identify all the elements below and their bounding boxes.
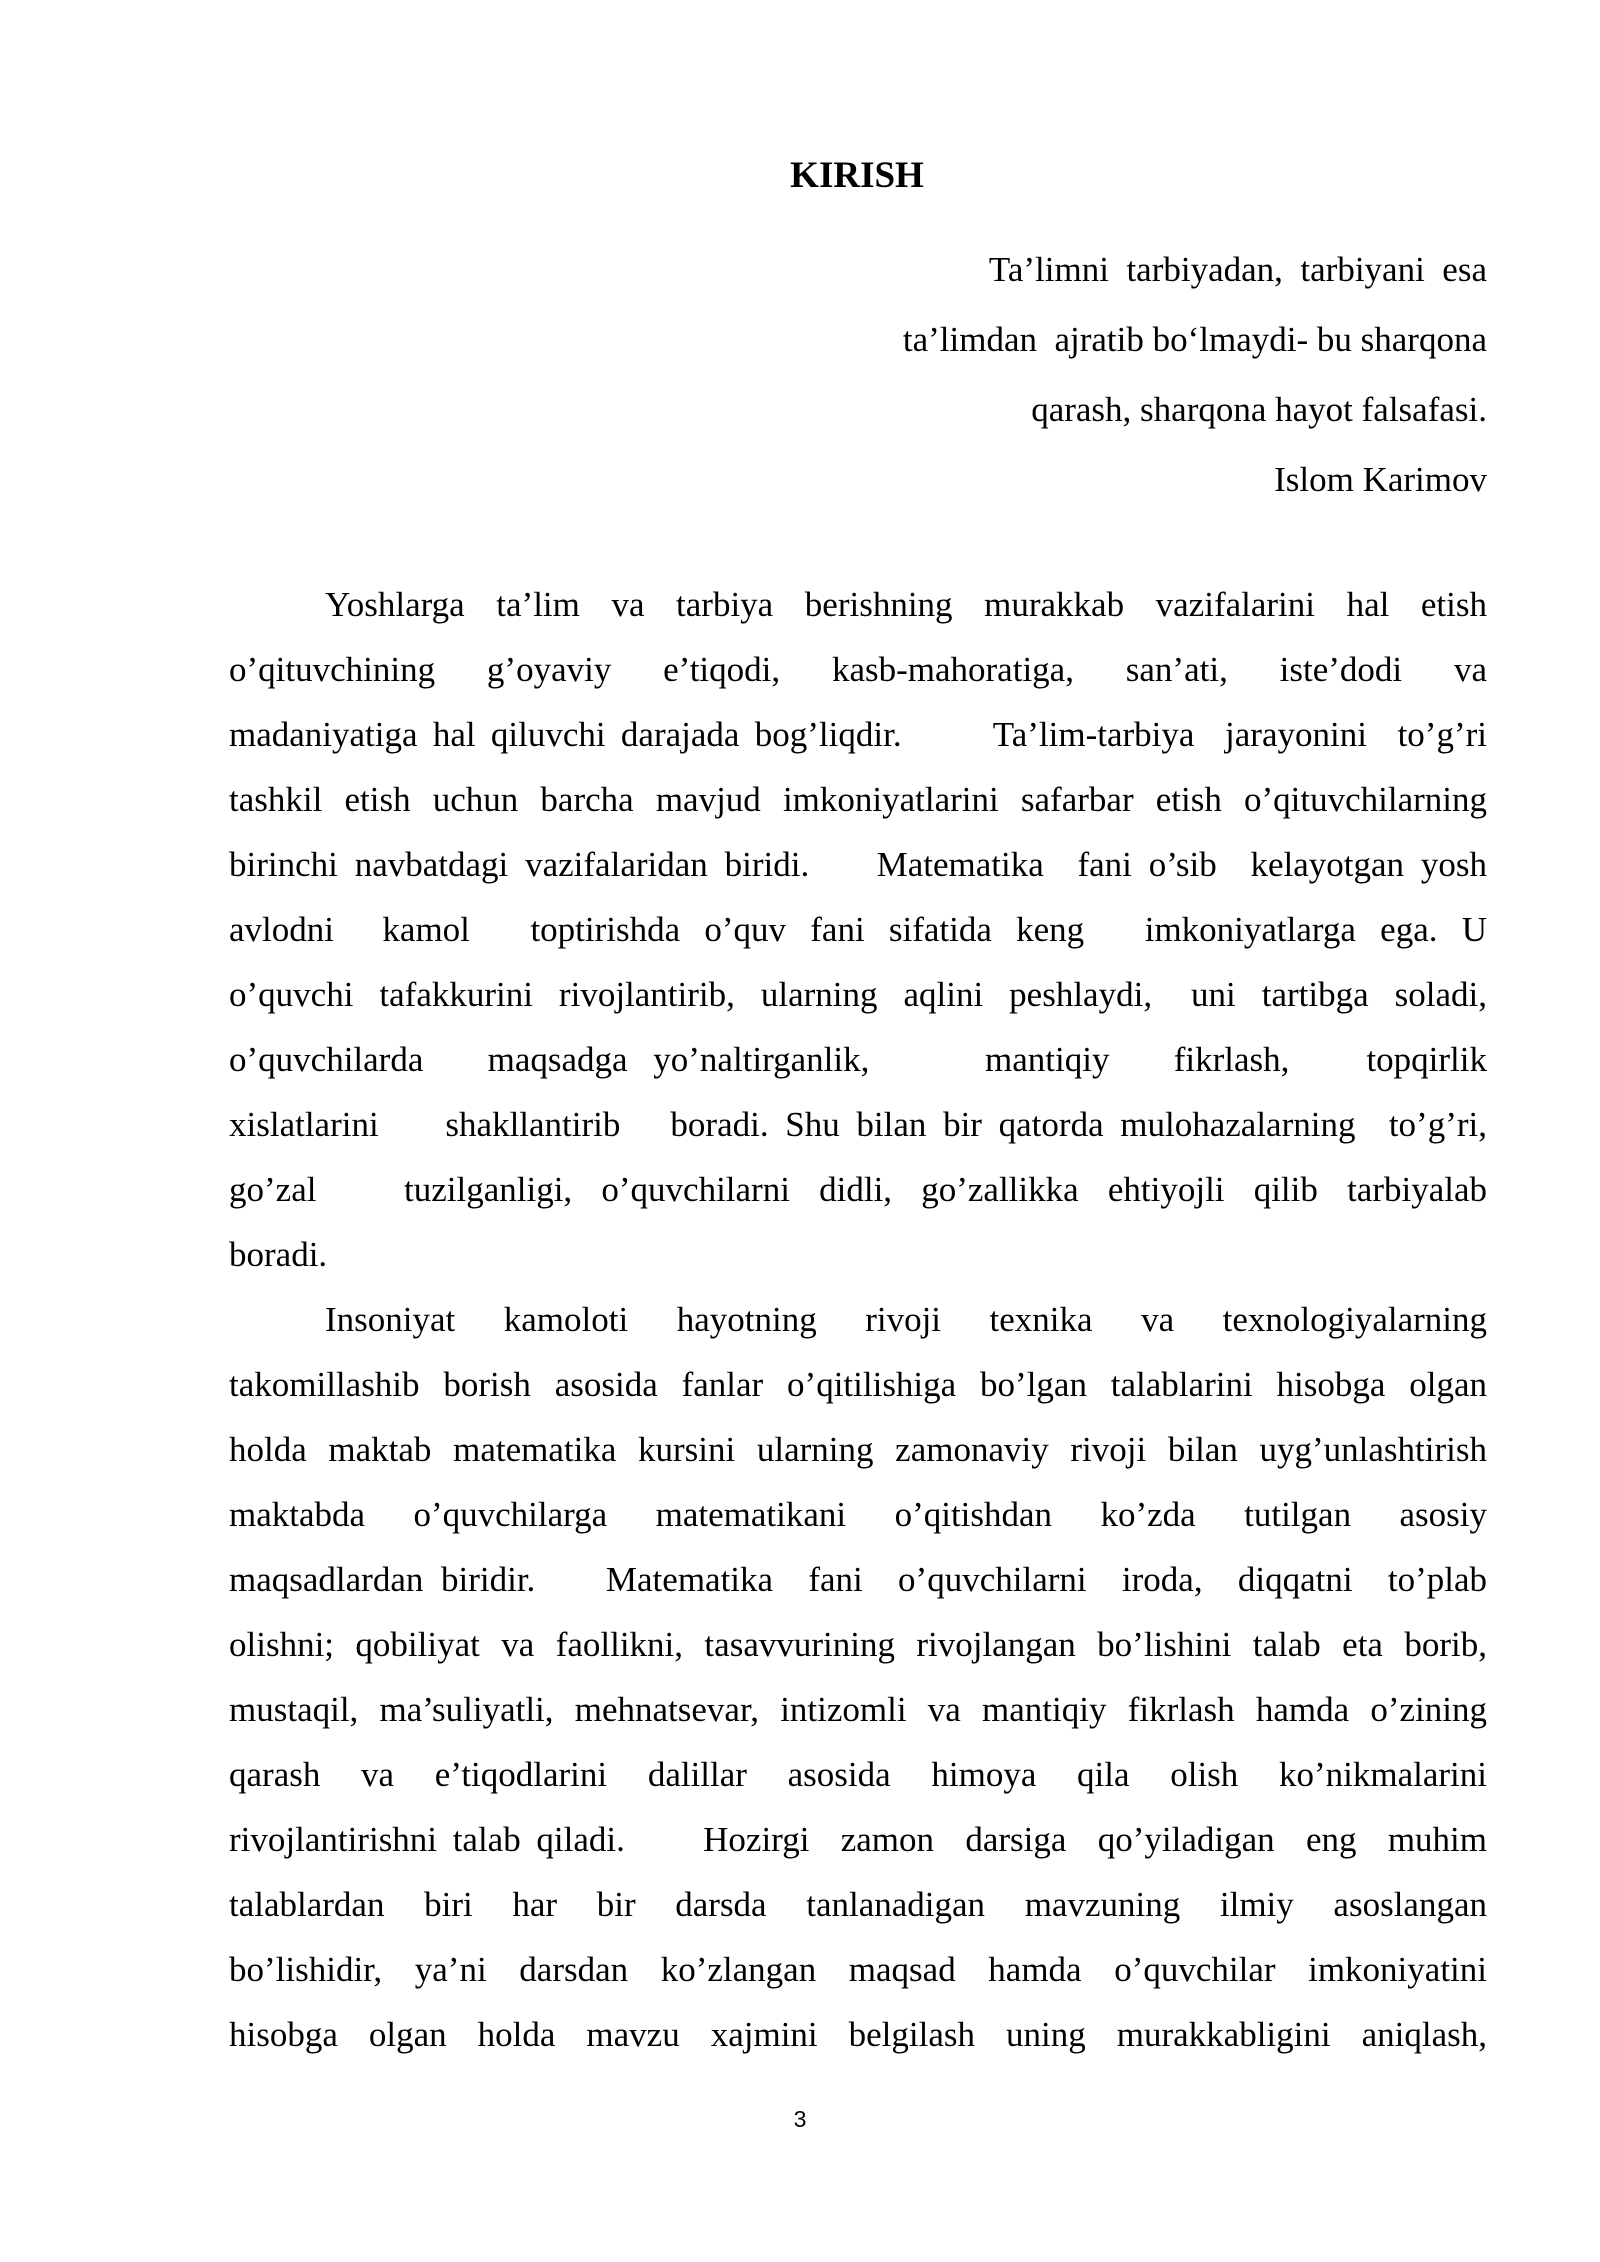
text-line: o’quvchilarda maqsadga yo’naltirganlik, mantiqiy fikrlash, topqirlik — [229, 1040, 1487, 1079]
paragraph-2 — [229, 1287, 1487, 2067]
text-line: rivojlantirishni talab qiladi. Hozirgi zamon darsiga qo’yiladigan eng muhim — [229, 1820, 1487, 1859]
text-line: talablardan biri har bir darsda tanlanadigan mavzuning ilmiy asoslangan — [229, 1885, 1487, 1924]
text-line: maqsadlardan biridir. Matematika fani o’quvchilarni iroda, diqqatni to’plab — [229, 1560, 1487, 1599]
text-line: Insoniyat kamoloti hayotning rivoji texnika va texnologiyalarning — [325, 1300, 1487, 1339]
text-line: xislatlarini shakllantirib boradi. Shu bilan bir qatorda mulohazalarning to’g’ri, — [229, 1105, 1487, 1144]
epigraph-line: Ta’limni tarbiyadan, tarbiyani esa — [988, 250, 1487, 289]
text-line: o’qituvchining g’oyaviy e’tiqodi, kasb-mahoratiga, san’ati, iste’dodi va — [229, 650, 1487, 689]
text-line: takomillashib borish asosida fanlar o’qitilishiga bo’lgan talablarini hisobga olgan — [229, 1365, 1487, 1404]
paragraph-1 — [229, 572, 1487, 1287]
section-heading: KIRISH — [790, 155, 924, 196]
epigraph-author: Islom Karimov — [1274, 460, 1487, 499]
epigraph-line: ta’limdan ajratib bo‘lmaydi- bu sharqona — [902, 320, 1487, 359]
text-line: Yoshlarga ta’lim va tarbiya berishning murakkab vazifalarini hal etish — [325, 585, 1487, 624]
page-number: 3 — [793, 2106, 807, 2132]
text-line: olishni; qobiliyat va faollikni, tasavvurining rivojlangan bo’lishini talab eta borib, — [229, 1625, 1487, 1664]
text-line: hisobga olgan holda mavzu xajmini belgilash uning murakkabligini aniqlash, — [229, 2015, 1487, 2054]
text-line: holda maktab matematika kursini ularning zamonaviy rivoji bilan uyg’unlashtirish — [229, 1430, 1487, 1469]
text-line: qarash va e’tiqodlarini dalillar asosida himoya qila olish ko’nikmalarini — [229, 1755, 1487, 1794]
epigraph-line: qarash, sharqona hayot falsafasi. — [1031, 390, 1487, 429]
text-line: o’quvchi tafakkurini rivojlantirib, ularning aqlini peshlaydi, uni tartibga soladi, — [229, 975, 1487, 1014]
text-line: mustaqil, ma’suliyatli, mehnatsevar, intizomli va mantiqiy fikrlash hamda o’zining — [229, 1690, 1487, 1729]
text-line: avlodni kamol toptirishda o’quv fani sifatida keng imkoniyatlarga ega. U — [229, 910, 1487, 949]
text-line: boradi. — [229, 1235, 328, 1274]
text-line: tashkil etish uchun barcha mavjud imkoniyatlarini safarbar etish o’qituvchilarning — [229, 780, 1487, 819]
text-line: go’zal tuzilganligi, o’quvchilarni didli, go’zallikka ehtiyojli qilib tarbiyalab — [229, 1170, 1487, 1209]
text-line: maktabda o’quvchilarga matematikani o’qitishdan ko’zda tutilgan asosiy — [229, 1495, 1487, 1534]
body-text — [229, 572, 1487, 2067]
text-line: bo’lishidir, ya’ni darsdan ko’zlangan maqsad hamda o’quvchilar imkoniyatini — [229, 1950, 1487, 1989]
text-line: madaniyatiga hal qiluvchi darajada bog’liqdir. Ta’lim-tarbiya jarayonini to’g’ri — [229, 715, 1487, 754]
text-line: birinchi navbatdagi vazifalaridan biridi. Matematika fani o’sib kelayotgan yosh — [229, 845, 1487, 884]
epigraph — [903, 235, 1487, 515]
